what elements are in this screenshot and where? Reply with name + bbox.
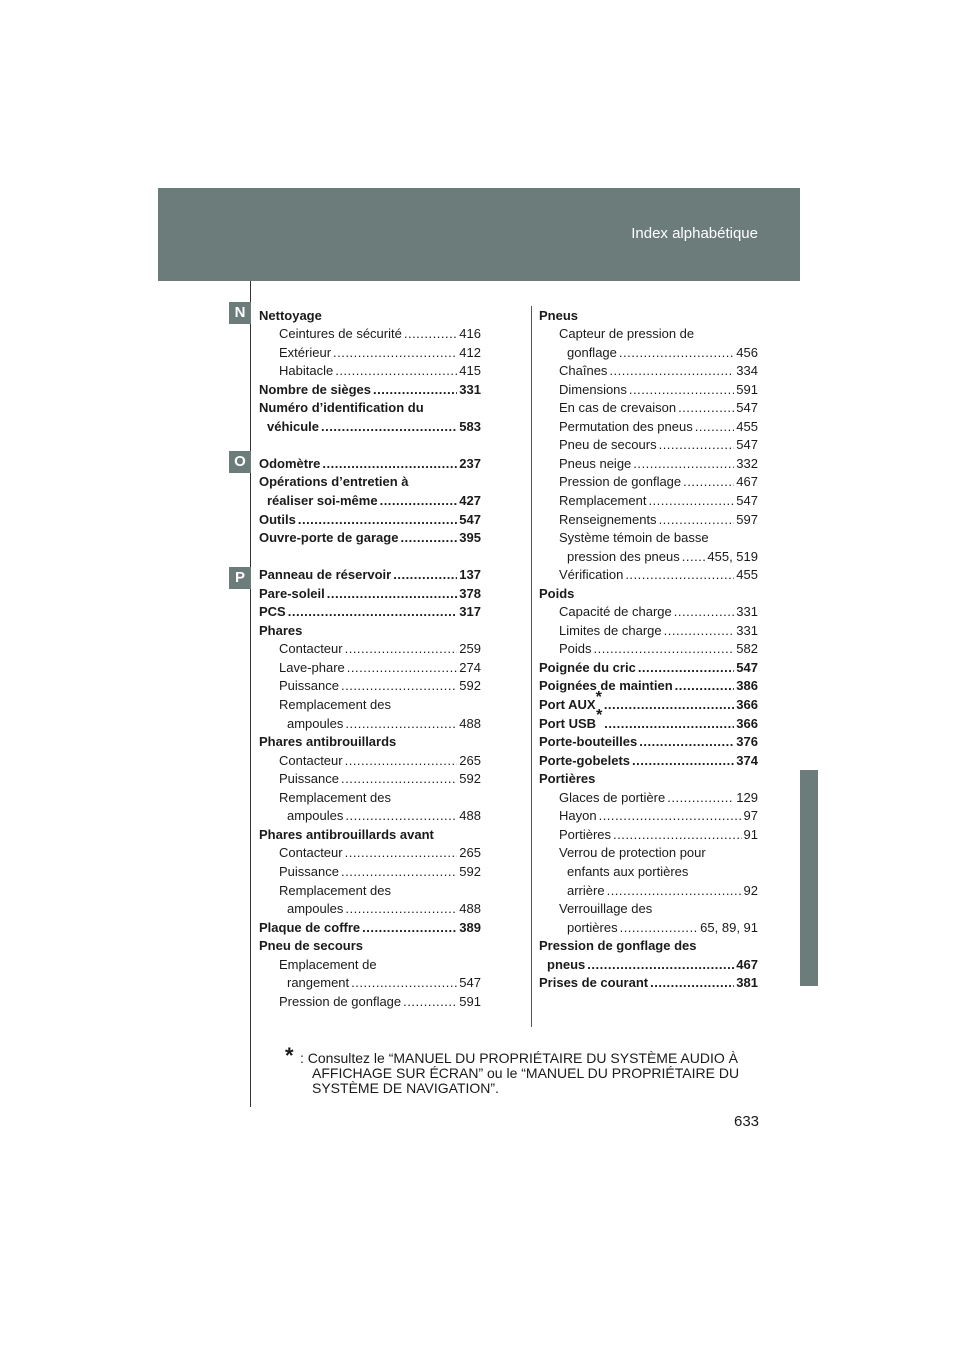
index-entry: Emplacement de	[279, 956, 377, 972]
index-entry: PCS ..... 317	[259, 602, 481, 621]
index-entry: Verrou de protection pour	[559, 845, 706, 861]
page-ref: 331	[459, 381, 481, 397]
index-entry: Système témoin de basse	[559, 530, 709, 546]
page-ref: 317	[459, 604, 481, 620]
page-ref: 389	[459, 919, 481, 935]
index-entry: En cas de crevaison ..... 547	[539, 398, 758, 417]
index-entry: gonflage ..... 456	[539, 342, 758, 361]
index-column-right	[539, 305, 758, 991]
page-ref: 582	[736, 641, 758, 657]
index-entry: véhicule ..... 583	[259, 416, 481, 435]
index-entry: ampoules ..... 488	[259, 899, 481, 918]
footnote-star: *	[595, 688, 602, 706]
index-entry: Pneus neige ..... 332	[539, 453, 758, 472]
page-ref: 237	[459, 455, 481, 471]
index-entry: portières ..... 65, 89, 91	[539, 917, 758, 936]
page-ref: 97	[743, 808, 758, 824]
index-entry: Nombre de sièges ..... 331	[259, 379, 481, 398]
page-ref: 547	[459, 511, 481, 527]
index-column-left	[259, 305, 481, 1010]
index-entry: Pression de gonflage ..... 591	[259, 991, 481, 1010]
index-entry: Port USB* ..... 366	[539, 713, 758, 732]
index-entry: Opérations d’entretien à	[259, 474, 409, 490]
page-number: 633	[734, 1113, 760, 1130]
index-entry: Capacité de charge ..... 331	[539, 602, 758, 621]
index-heading: Phares antibrouillards avant	[259, 826, 434, 842]
page-ref: 547	[736, 493, 758, 509]
page-ref: 455	[736, 418, 758, 434]
index-entry: rangement ..... 547	[259, 973, 481, 992]
page-ref: 366	[736, 715, 758, 731]
page-ref: 416	[459, 326, 481, 342]
page-title: Index alphabétique	[631, 225, 758, 242]
index-entry: pression des pneus ..... 455, 519	[539, 546, 758, 565]
page-ref: 91	[743, 826, 758, 842]
page-ref: 381	[736, 975, 758, 991]
index-entry: Pare-soleil ..... 378	[259, 583, 481, 602]
index-heading: Pneus	[539, 307, 579, 323]
index-entry: Outils ..... 547	[259, 509, 481, 528]
page-ref: 92	[743, 882, 758, 898]
page-ref: 467	[736, 956, 758, 972]
index-entry: Remplacement des	[279, 882, 391, 898]
index-entry: Pression de gonflage des	[539, 938, 697, 954]
page-ref: 331	[736, 604, 758, 620]
index-entry: Remplacement ..... 547	[539, 490, 758, 509]
page-ref: 488	[459, 715, 481, 731]
index-entry: Capteur de pression de	[559, 326, 695, 342]
index-heading: Nettoyage	[259, 307, 322, 323]
page-ref: 467	[736, 474, 758, 490]
section-letter-p: P	[229, 567, 251, 589]
index-entry: Vérification ..... 455	[539, 565, 758, 584]
index-entry: Pression de gonflage ..... 467	[539, 472, 758, 491]
page-ref: 378	[459, 585, 481, 601]
index-entry: Renseignements ..... 597	[539, 509, 758, 528]
index-entry: Port AUX* ..... 366	[539, 694, 758, 713]
section-letter-n: N	[229, 302, 251, 324]
page-ref: 129	[736, 789, 758, 805]
index-entry: Ouvre-porte de garage ..... 395	[259, 528, 481, 547]
index-entry: Contacteur ..... 265	[259, 843, 481, 862]
index-entry: réaliser soi-même ..... 427	[259, 490, 481, 509]
index-heading: Phares antibrouillards	[259, 734, 397, 750]
index-entry: Contacteur ..... 259	[259, 639, 481, 658]
page-ref: 265	[459, 845, 481, 861]
page-ref: 415	[459, 363, 481, 379]
page-ref: 137	[459, 567, 481, 583]
page-ref: 366	[736, 697, 758, 713]
index-heading: Phares	[259, 622, 303, 638]
page-ref: 265	[459, 752, 481, 768]
page-ref: 412	[459, 344, 481, 360]
page-ref: 65, 89, 91	[700, 919, 758, 935]
footnote	[285, 1043, 765, 1096]
page-ref: 592	[459, 678, 481, 694]
page-ref: 591	[736, 381, 758, 397]
page-ref: 488	[459, 808, 481, 824]
index-entry: Extérieur ..... 412	[259, 342, 481, 361]
index-entry: Puissance ..... 592	[259, 769, 481, 788]
footnote-star: *	[285, 1043, 294, 1068]
header-band	[158, 188, 800, 281]
page-ref: 376	[736, 734, 758, 750]
index-entry: Ceintures de sécurité ..... 416	[259, 324, 481, 343]
index-entry: Pneu de secours ..... 547	[539, 435, 758, 454]
index-entry: Glaces de portière ..... 129	[539, 787, 758, 806]
index-entry: Poignées de maintien ..... 386	[539, 676, 758, 695]
index-entry: Numéro d’identification du	[259, 400, 424, 416]
page-ref: 374	[736, 752, 758, 768]
footnote-star: *	[596, 707, 603, 725]
index-entry: ampoules ..... 488	[259, 713, 481, 732]
index-entry: Poignée du cric ..... 547	[539, 657, 758, 676]
index-entry: Remplacement des	[279, 697, 391, 713]
index-entry: ampoules ..... 488	[259, 806, 481, 825]
page-ref: 395	[459, 530, 481, 546]
index-entry: enfants aux portières	[567, 863, 689, 879]
page-ref: 455, 519	[707, 548, 758, 564]
section-letter-o: O	[229, 451, 251, 473]
page-ref: 547	[459, 975, 481, 991]
page-ref: 331	[736, 622, 758, 638]
page-ref: 583	[459, 418, 481, 434]
index-entry: Porte-bouteilles ..... 376	[539, 732, 758, 751]
index-entry: Habitacle ..... 415	[259, 361, 481, 380]
index-entry: Panneau de réservoir ..... 137	[259, 565, 481, 584]
column-divider	[531, 306, 532, 1027]
page-ref: 386	[736, 678, 758, 694]
index-entry: Prises de courant ..... 381	[539, 973, 758, 992]
page-ref: 334	[736, 363, 758, 379]
index-entry: Chaînes ..... 334	[539, 361, 758, 380]
index-entry: Permutation des pneus ..... 455	[539, 416, 758, 435]
page-ref: 592	[459, 771, 481, 787]
index-entry: Limites de charge ..... 331	[539, 620, 758, 639]
index-entry: Portières ..... 91	[539, 824, 758, 843]
index-entry: pneus ..... 467	[539, 954, 758, 973]
page-ref: 597	[736, 511, 758, 527]
page-ref: 592	[459, 863, 481, 879]
footnote-text: : Consultez le “MANUEL DU PROPRIÉTAIRE DU SYSTÈME AUDIO À AFFICHAGE SUR ÉCRAN” ou le “MANUEL DU PROPRIÉTAIRE DU SYSTÈME DE NAVIGATION”.	[300, 1050, 740, 1096]
index-entry: Puissance ..... 592	[259, 676, 481, 695]
index-entry: Poids ..... 582	[539, 639, 758, 658]
page-ref: 332	[736, 455, 758, 471]
page-ref: 259	[459, 641, 481, 657]
page-ref: 547	[736, 400, 758, 416]
index-entry: arrière ..... 92	[539, 880, 758, 899]
index-entry: Hayon ..... 97	[539, 806, 758, 825]
margin-rule	[250, 281, 251, 1107]
index-heading: Portières	[539, 771, 596, 787]
page-ref: 456	[736, 344, 758, 360]
index-entry: Remplacement des	[279, 789, 391, 805]
index-heading: Pneu de secours	[259, 938, 364, 954]
page-ref: 591	[459, 993, 481, 1009]
index-entry: Porte-gobelets ..... 374	[539, 750, 758, 769]
index-heading: Poids	[539, 585, 575, 601]
index-entry: Odomètre ..... 237	[259, 453, 481, 472]
page-ref: 455	[736, 567, 758, 583]
index-entry: Verrouillage des	[559, 901, 653, 917]
chapter-tab	[800, 770, 818, 986]
page-ref: 427	[459, 493, 481, 509]
page-ref: 274	[459, 659, 481, 675]
page-ref: 547	[736, 659, 758, 675]
page-ref: 547	[736, 437, 758, 453]
index-entry: Dimensions ..... 591	[539, 379, 758, 398]
index-entry: Puissance ..... 592	[259, 861, 481, 880]
page-ref: 488	[459, 901, 481, 917]
index-entry: Lave-phare ..... 274	[259, 657, 481, 676]
index-entry: Contacteur ..... 265	[259, 750, 481, 769]
index-entry: Plaque de coffre ..... 389	[259, 917, 481, 936]
